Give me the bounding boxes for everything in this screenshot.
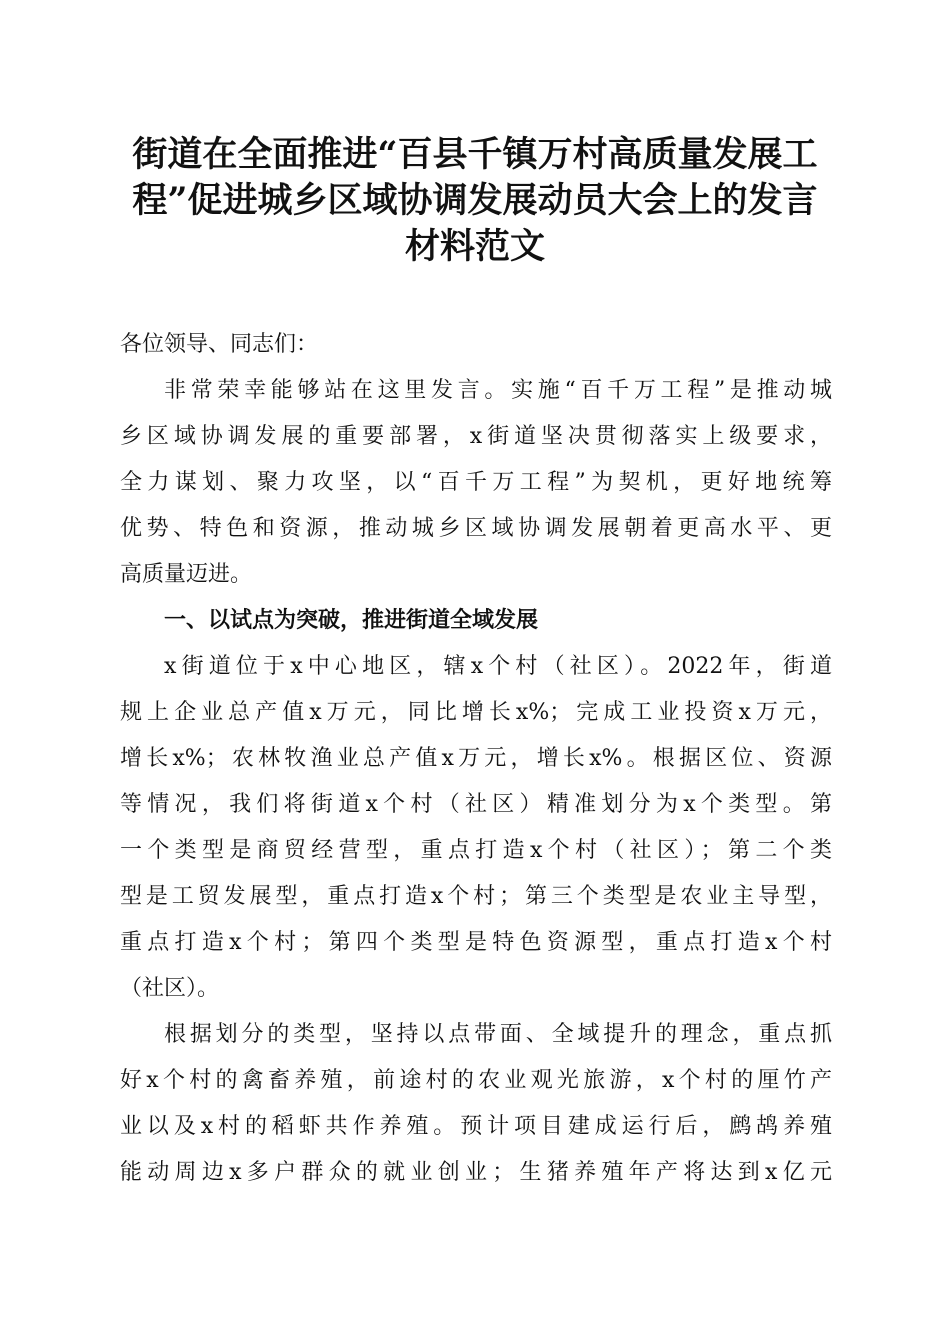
salutation: 各位领导、同志们： [120,332,319,357]
paragraph-line: 优势、特色和资源，推动城乡区域协调发展朝着更高水平、更 [120,516,832,541]
paragraph-line: 增长x%；农林牧渔业总产值x万元，增长x%。根据区位、资源 [120,746,832,771]
paragraph-line: 重点打造x个村；第四个类型是特色资源型，重点打造x个村 [120,930,832,955]
paragraph-line: 非常荣幸能够站在这里发言。实施“百千万工程”是推动城 [164,378,832,403]
paragraph-line: 根据划分的类型，坚持以点带面、全域提升的理念，重点抓 [164,1022,832,1047]
paragraph-line: 全力谋划、聚力攻坚，以“百千万工程”为契机，更好地统筹 [120,470,832,495]
section-heading-1: 一、以试点为突破，推进街道全域发展 [164,608,539,633]
paragraph-line: 能动周边x多户群众的就业创业；生猪养殖年产将达到x亿元 [120,1160,832,1185]
paragraph-line: 一个类型是商贸经营型，重点打造x个村（社区）；第二个类 [120,838,832,863]
paragraph-line: 乡区域协调发展的重要部署，x街道坚决贯彻落实上级要求， [120,424,832,449]
paragraph-line: 业以及x村的稻虾共作养殖。预计项目建成运行后，鹧鸪养殖 [120,1114,832,1139]
document-title [100,132,850,270]
paragraph-line: 好x个村的禽畜养殖，前途村的农业观光旅游，x个村的厘竹产 [120,1068,832,1093]
paragraph-line: 型是工贸发展型，重点打造x个村；第三个类型是农业主导型， [120,884,832,909]
paragraph-line: 高质量迈进。 [120,562,253,587]
title-line-2: 程”促进城乡区域协调发展动员大会上的发言 [132,180,818,221]
paragraph-line: x街道位于x中心地区，辖x个村（社区）。2022年，街道 [164,654,832,679]
paragraph-overview [120,644,832,1012]
paragraph-projects [120,1012,832,1196]
paragraph-line: （社区）。 [120,976,220,1001]
title-line-1: 街道在全面推进“百县千镇万村高质量发展工 [132,134,818,175]
document-body [120,322,832,1196]
title-line-3: 材料范文 [404,226,545,267]
paragraph-line: 规上企业总产值x万元，同比增长x%；完成工业投资x万元， [120,700,832,725]
paragraph-line: 等情况，我们将街道x个村（社区）精准划分为x个类型。第 [120,792,832,817]
paragraph-intro [120,368,832,598]
